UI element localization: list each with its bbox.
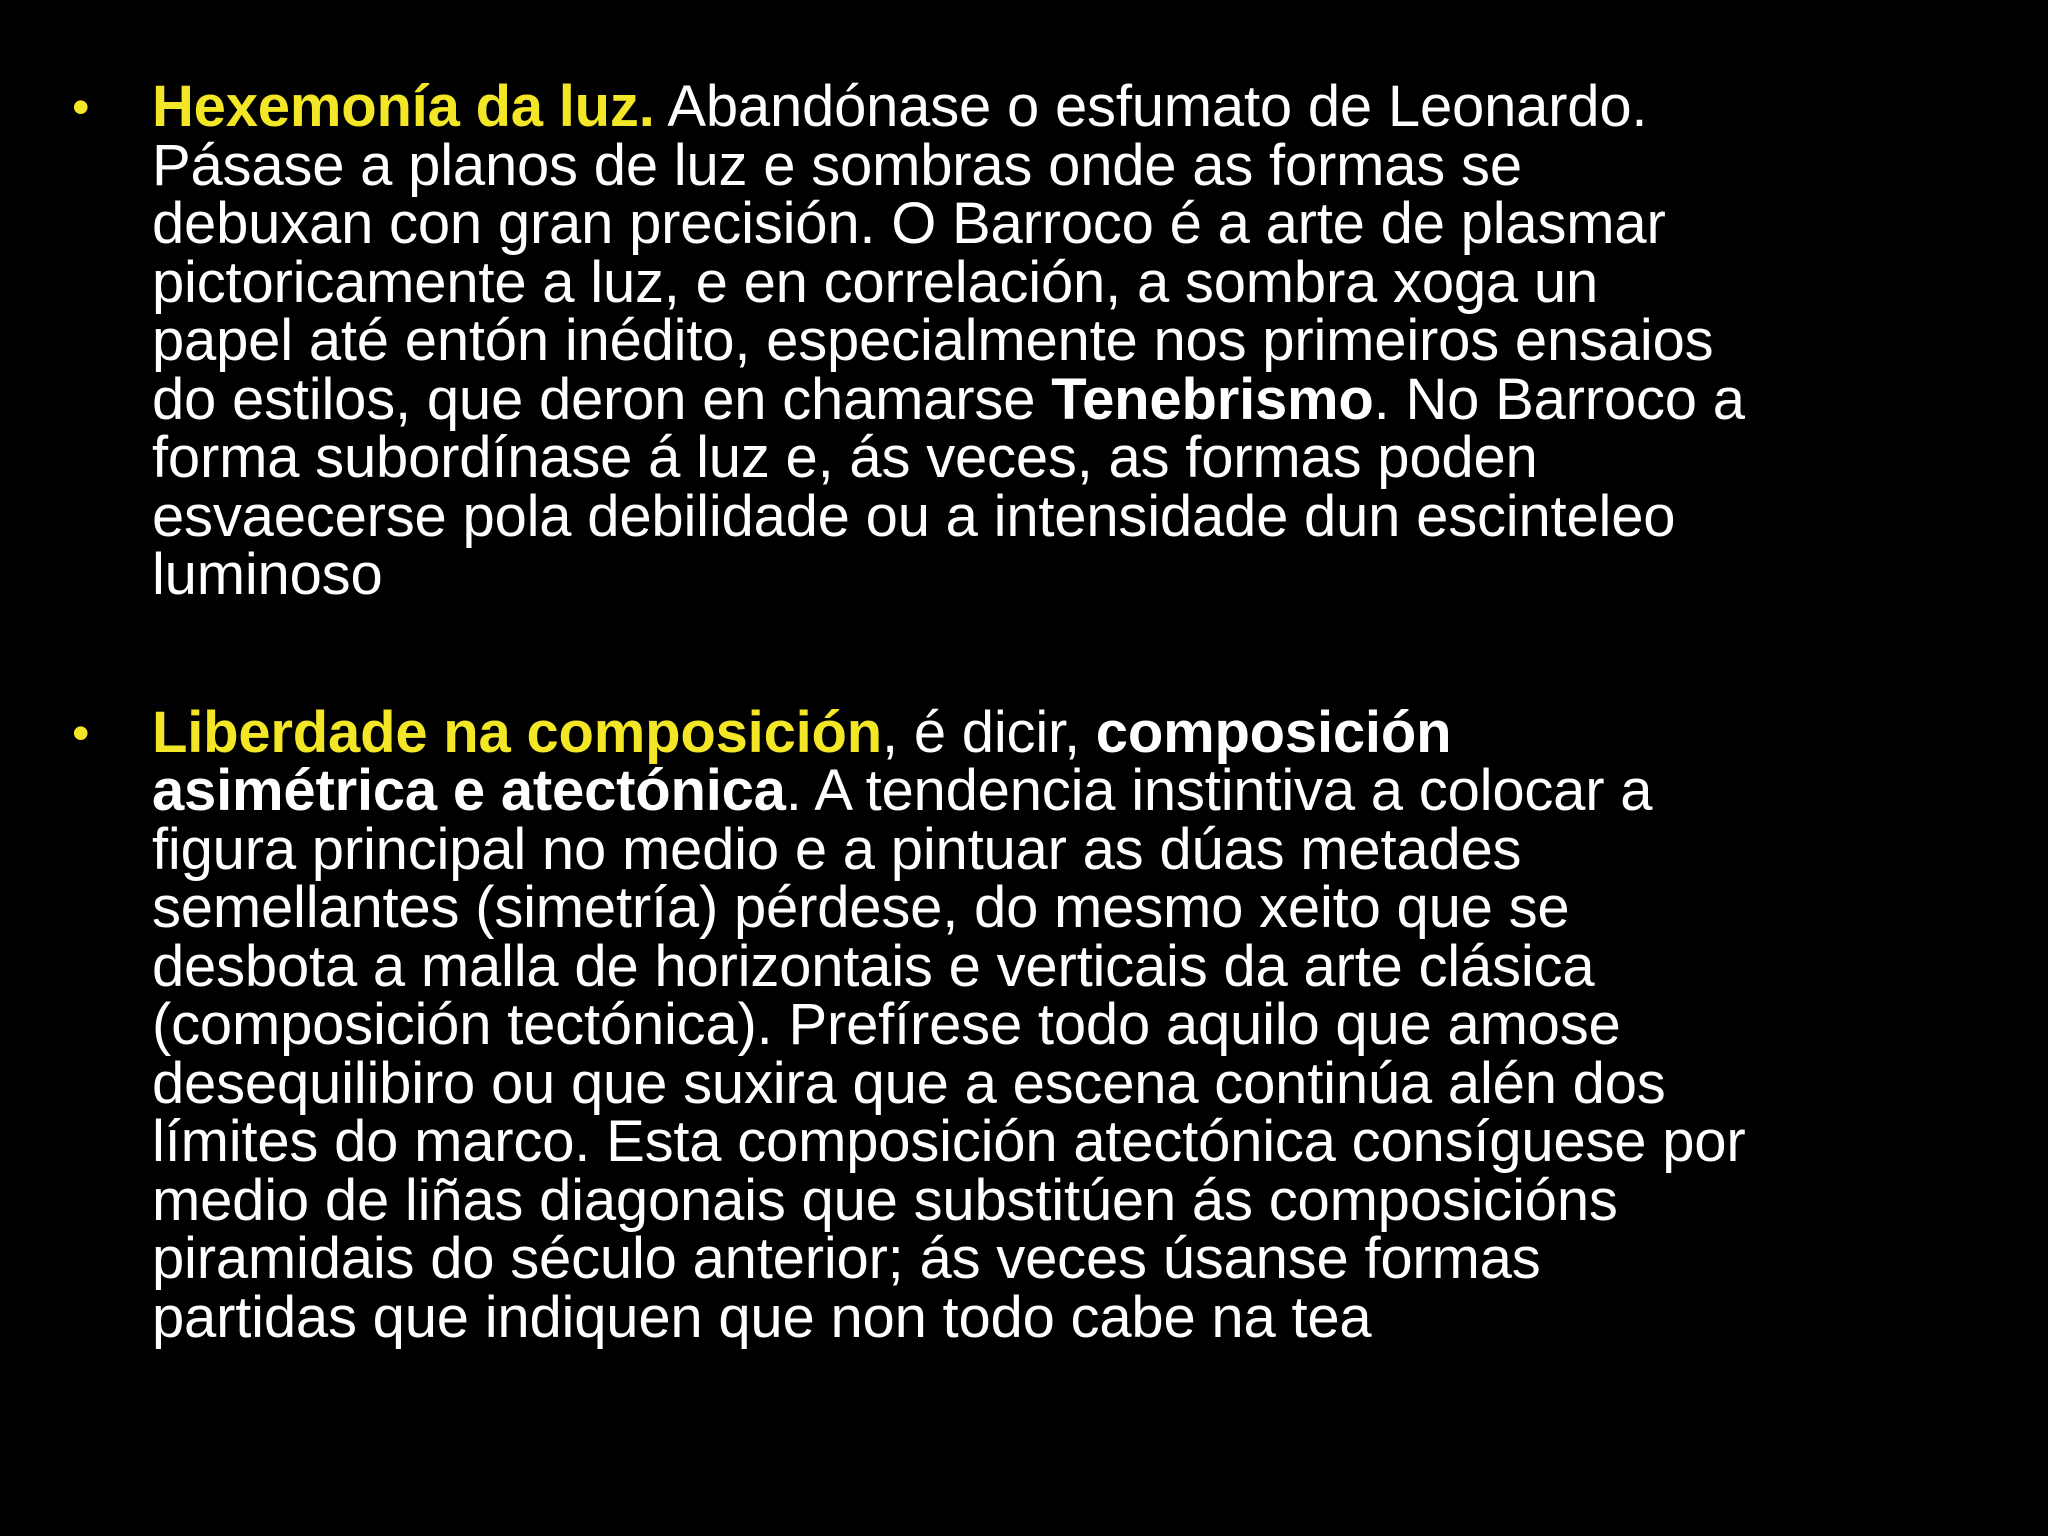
text-line: forma subordínase á luz e, ás veces, as formas poden — [152, 425, 1538, 490]
text-line: límites do marco. Esta composición atectónica consíguese por — [152, 1109, 1746, 1174]
term-asymmetric-atectonic: asimétrica e atectónica — [152, 758, 786, 823]
text-line: desequilibiro ou que suxira que a escena continúa alén dos — [152, 1050, 1666, 1116]
text-line: partidas que indiquen que non todo cabe na tea — [152, 1284, 1372, 1350]
text-line: (composición tectónica). Prefírese todo aquilo que amose — [152, 992, 1621, 1057]
text-line: desbota a malla de horizontais e verticais da arte clásica — [152, 933, 1595, 999]
bullet-item-composition — [0, 699, 2048, 1350]
text-line: piramidais do século anterior; ás veces úsanse formas — [152, 1226, 1541, 1291]
text-line: Pásase a planos de luz e sombras onde as formas se — [152, 132, 1522, 198]
text-line: papel até entón inédito, especialmente nos primeiros ensaios — [152, 308, 1714, 373]
text-line: esvaecerse pola debilidade ou a intensidade dun escinteleo — [152, 483, 1676, 549]
text-segment: . No Barroco a — [1373, 366, 1745, 432]
term-asymmetric-composition: composición — [1095, 699, 1452, 765]
text-line: figura principal no medio e a pintuar as dúas metades — [152, 816, 1522, 882]
bullet-marker: • — [72, 704, 90, 761]
heading-light: Hexemonía da luz. — [152, 74, 655, 139]
text-line: semellantes (simetría) pérdese, do mesmo xeito que se — [152, 875, 1570, 940]
term-tenebrism: Tenebrismo — [1051, 366, 1374, 432]
text-line: medio de liñas diagonais que substitúen ás composicións — [152, 1167, 1618, 1233]
text-segment: , é dicir, — [882, 699, 1096, 765]
text-line — [152, 699, 2008, 765]
text-line — [152, 74, 2008, 139]
text-line: luminoso — [152, 542, 383, 607]
text-line — [152, 366, 2008, 432]
bullet-item-light — [0, 74, 2048, 607]
text-segment: do estilos, que deron en chamarse — [152, 366, 1052, 432]
text-line: debuxan con gran precisión. O Barroco é a arte de plasmar — [152, 191, 1666, 256]
text-line — [152, 758, 2008, 823]
text-line: pictoricamente a luz, e en correlación, a sombra xoga un — [152, 249, 1599, 315]
bullet-marker: • — [72, 79, 90, 135]
text-segment: Abandónase o esfumato de Leonardo. — [654, 74, 1648, 139]
bullet-list — [0, 74, 2048, 1350]
heading-composition: Liberdade na composición — [152, 699, 882, 765]
text-segment: . A tendencia instintiva a colocar a — [785, 758, 1653, 823]
